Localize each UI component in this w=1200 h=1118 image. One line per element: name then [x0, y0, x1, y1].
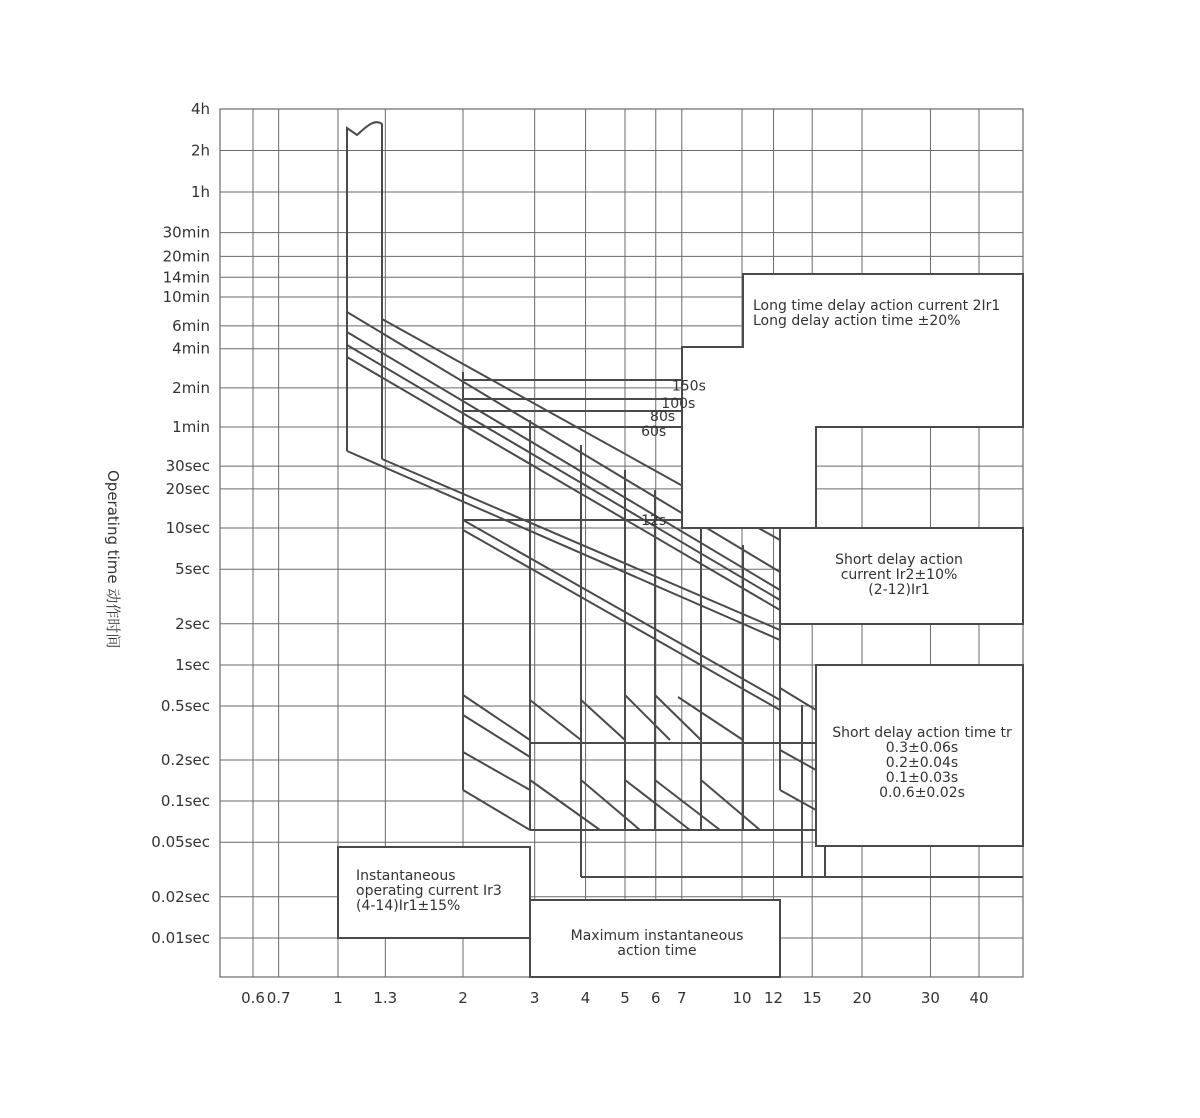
sd-2x-b	[463, 715, 530, 757]
x-tick-label: 20	[852, 989, 872, 1007]
instantaneous-text: operating current Ir3	[356, 883, 502, 899]
x-tick-label: 7	[677, 989, 687, 1007]
x-tick-label: 30	[920, 989, 940, 1007]
long-delay-text: Long delay action time ±20%	[753, 313, 961, 329]
y-tick-label: 0.2sec	[160, 751, 210, 770]
curve-label-100s: 100s	[661, 395, 696, 412]
y-tick-label: 30sec	[165, 457, 210, 476]
short-delay-time-text: Short delay action time tr	[832, 725, 1012, 741]
y-tick-label: 0.05sec	[151, 833, 210, 852]
x-tick-label: 0.6	[241, 989, 265, 1007]
y-tick-label: 0.02sec	[151, 887, 210, 906]
y-tick-label: 1min	[172, 418, 210, 436]
curve-label-12s: 12s	[641, 513, 667, 530]
short-delay-current-text: Short delay action	[835, 552, 963, 568]
y-tick-label: 14min	[162, 268, 210, 287]
max-instantaneous-text: action time	[617, 943, 697, 959]
x-tick-label: 10	[732, 989, 752, 1007]
sd-2x-d	[463, 790, 530, 830]
y-tick-label: 0.01sec	[151, 929, 210, 947]
x-tick-label: 4	[580, 989, 591, 1007]
y-tick-label: 2h	[190, 141, 210, 160]
sd-5x-b	[625, 780, 690, 830]
y-tick-label: 2sec	[175, 614, 210, 633]
x-tick-label: 6	[651, 989, 661, 1007]
x-tick-label: 15	[802, 989, 822, 1007]
sd-2x-c	[463, 752, 530, 790]
y-tick-label: 20sec	[165, 479, 210, 498]
y-tick-label: 4min	[172, 339, 210, 358]
curve-label-150s: 150s	[671, 378, 706, 395]
y-tick-label: 10sec	[165, 519, 210, 537]
y-tick-label: 2min	[172, 378, 210, 397]
x-tick-label: 1	[333, 989, 343, 1007]
sd-2x-a	[463, 695, 530, 740]
y-tick-label: 0.5sec	[160, 696, 210, 715]
x-tick-label: 1.3	[373, 989, 398, 1007]
instantaneous-text: (4-14)Ir1±15%	[356, 898, 461, 914]
short-delay-time-text: 0.1±0.03s	[885, 770, 959, 786]
short-delay-current-text: current Ir2±10%	[840, 567, 958, 583]
x-tick-label: 3	[529, 989, 540, 1007]
x-tick-label: 5	[620, 989, 630, 1007]
y-tick-label: 4h	[190, 100, 210, 118]
y-axis-label: Operating time 动作时间	[104, 470, 122, 649]
long-delay-envelope	[347, 122, 382, 459]
y-tick-label: 6min	[172, 316, 210, 335]
y-tick-label: 30min	[162, 223, 210, 242]
x-tick-label: 0.7	[266, 989, 291, 1007]
max-instantaneous-text: Maximum instantaneous	[570, 928, 744, 944]
short-delay-time-text: 0.0.6±0.02s	[879, 785, 965, 801]
instantaneous-text: Instantaneous	[356, 868, 456, 884]
x-tick-label: 12	[764, 989, 784, 1007]
y-tick-label: 1sec	[175, 656, 210, 674]
short-delay-current-text: (2-12)Ir1	[868, 582, 930, 598]
long-delay-text: Long time delay action current 2Ir1	[753, 298, 1001, 314]
curve-label-80s: 80s	[650, 408, 676, 425]
sd-7x-a	[678, 697, 743, 740]
sd-12x-a	[780, 688, 816, 710]
y-tick-label: 10min	[162, 288, 210, 306]
sd-12x-c	[780, 790, 816, 810]
short-delay-time-text: 0.3±0.06s	[885, 740, 959, 756]
y-tick-label: 20min	[162, 247, 210, 266]
x-tick-label: 40	[969, 989, 989, 1007]
y-tick-label: 0.1sec	[160, 792, 210, 810]
curve-label-60s: 60s	[641, 423, 667, 440]
x-tick-label: 2	[458, 989, 468, 1007]
y-tick-label: 5sec	[175, 560, 210, 579]
short-delay-time-text: 0.2±0.04s	[885, 755, 959, 771]
y-tick-label: 1h	[190, 183, 210, 201]
